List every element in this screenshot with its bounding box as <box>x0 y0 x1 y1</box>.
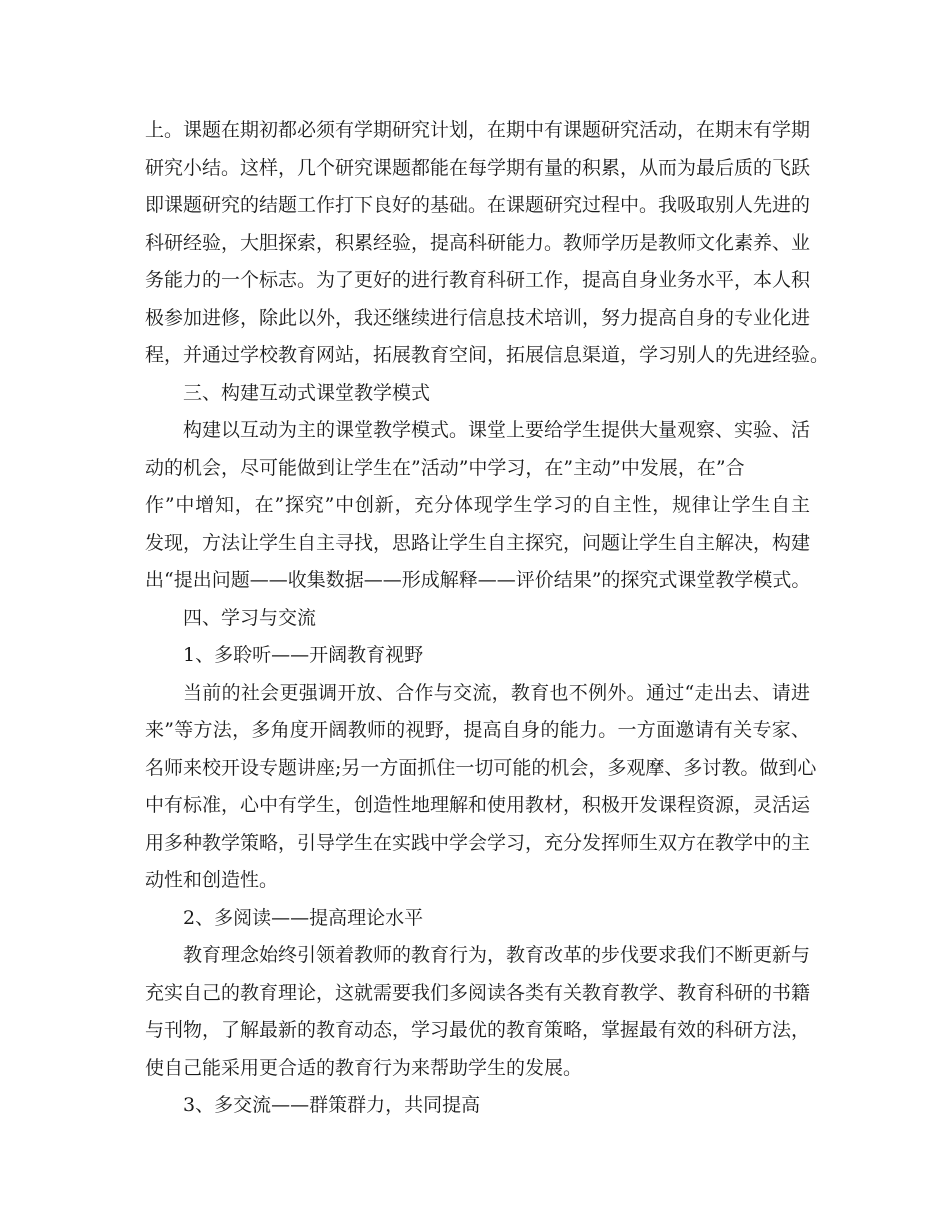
text-line: 来”等方法，多角度开阔教师的视野，提高自身的能力。一方面邀请有关专家、 <box>145 719 810 741</box>
text-line: 程，并通过学校教育网站，拓展教育空间，拓展信息渠道，学习别人的先进经验。 <box>145 344 830 366</box>
paragraph-first-line: 构建以互动为主的课堂教学模式。课堂上要给学生提供大量观察、实验、活 <box>183 419 811 441</box>
text-line: 动的机会，尽可能做到让学生在”活动”中学习，在”主动”中发展，在”合 <box>145 456 745 479</box>
text-line: 出“提出问题——收集数据——形成解释——评价结果”的探究式课堂教学模式。 <box>145 569 811 591</box>
text-line: 用多种教学策略，引导学生在实践中学会学习，充分发挥师生双方在教学中的主 <box>145 831 811 854</box>
text-line: 科研经验，大胆探索，积累经验，提高科研能力。教师学历是教师文化素养、业 <box>145 231 811 254</box>
text-line: 充实自己的教育理论，这就需要我们多阅读各类有关教育教学、教育科研的书籍 <box>145 981 811 1004</box>
paragraph-first-line: 教育理念始终引领着教师的教育行为，教育改革的步伐要求我们不断更新与 <box>183 944 811 966</box>
section-heading: 四、学习与交流 <box>183 606 317 629</box>
text-line: 动性和创造性。 <box>145 869 279 891</box>
text-line: 即课题研究的结题工作打下良好的基础。在课题研究过程中。我吸取别人先进的 <box>145 194 811 216</box>
text-line: 作”中增知，在”探究”中创新，充分体现学生学习的自主性，规律让学生自主 <box>145 494 810 516</box>
subsection-heading: 2、多阅读——提高理论水平 <box>183 906 424 929</box>
document-body <box>145 112 830 1125</box>
subsection-heading: 3、多交流——群策群力，共同提高 <box>183 1094 481 1116</box>
text-line: 研究小结。这样，几个研究课题都能在每学期有量的积累，从而为最后质的飞跃 <box>145 156 811 179</box>
text-line: 使自己能采用更合适的教育行为来帮助学生的发展。 <box>145 1056 583 1079</box>
text-line: 务能力的一个标志。为了更好的进行教育科研工作，提高自身业务水平，本人积 <box>145 269 811 291</box>
text-line: 中有标准，心中有学生，创造性地理解和使用教材，积极开发课程资源，灵活运 <box>145 794 811 816</box>
paragraph-first-line: 当前的社会更强调开放、合作与交流，教育也不例外。通过“走出去、请进 <box>183 681 810 704</box>
text-line: 上。课题在期初都必须有学期研究计划，在期中有课题研究活动，在期末有学期 <box>145 119 811 141</box>
text-line: 名师来校开设专题讲座;另一方面抓住一切可能的机会，多观摩、多讨教。做到心 <box>145 756 817 779</box>
text-line: 极参加进修，除此以外，我还继续进行信息技术培训，努力提高自身的专业化进 <box>145 306 811 329</box>
text-line: 发现，方法让学生自主寻找，思路让学生自主探究，问题让学生自主解决，构建 <box>145 531 811 554</box>
section-heading: 三、构建互动式课堂教学模式 <box>183 381 431 404</box>
text-line: 与刊物，了解最新的教育动态，学习最优的教育策略，掌握最有效的科研方法， <box>145 1019 811 1041</box>
subsection-heading: 1、多聆听——开阔教育视野 <box>183 644 424 666</box>
